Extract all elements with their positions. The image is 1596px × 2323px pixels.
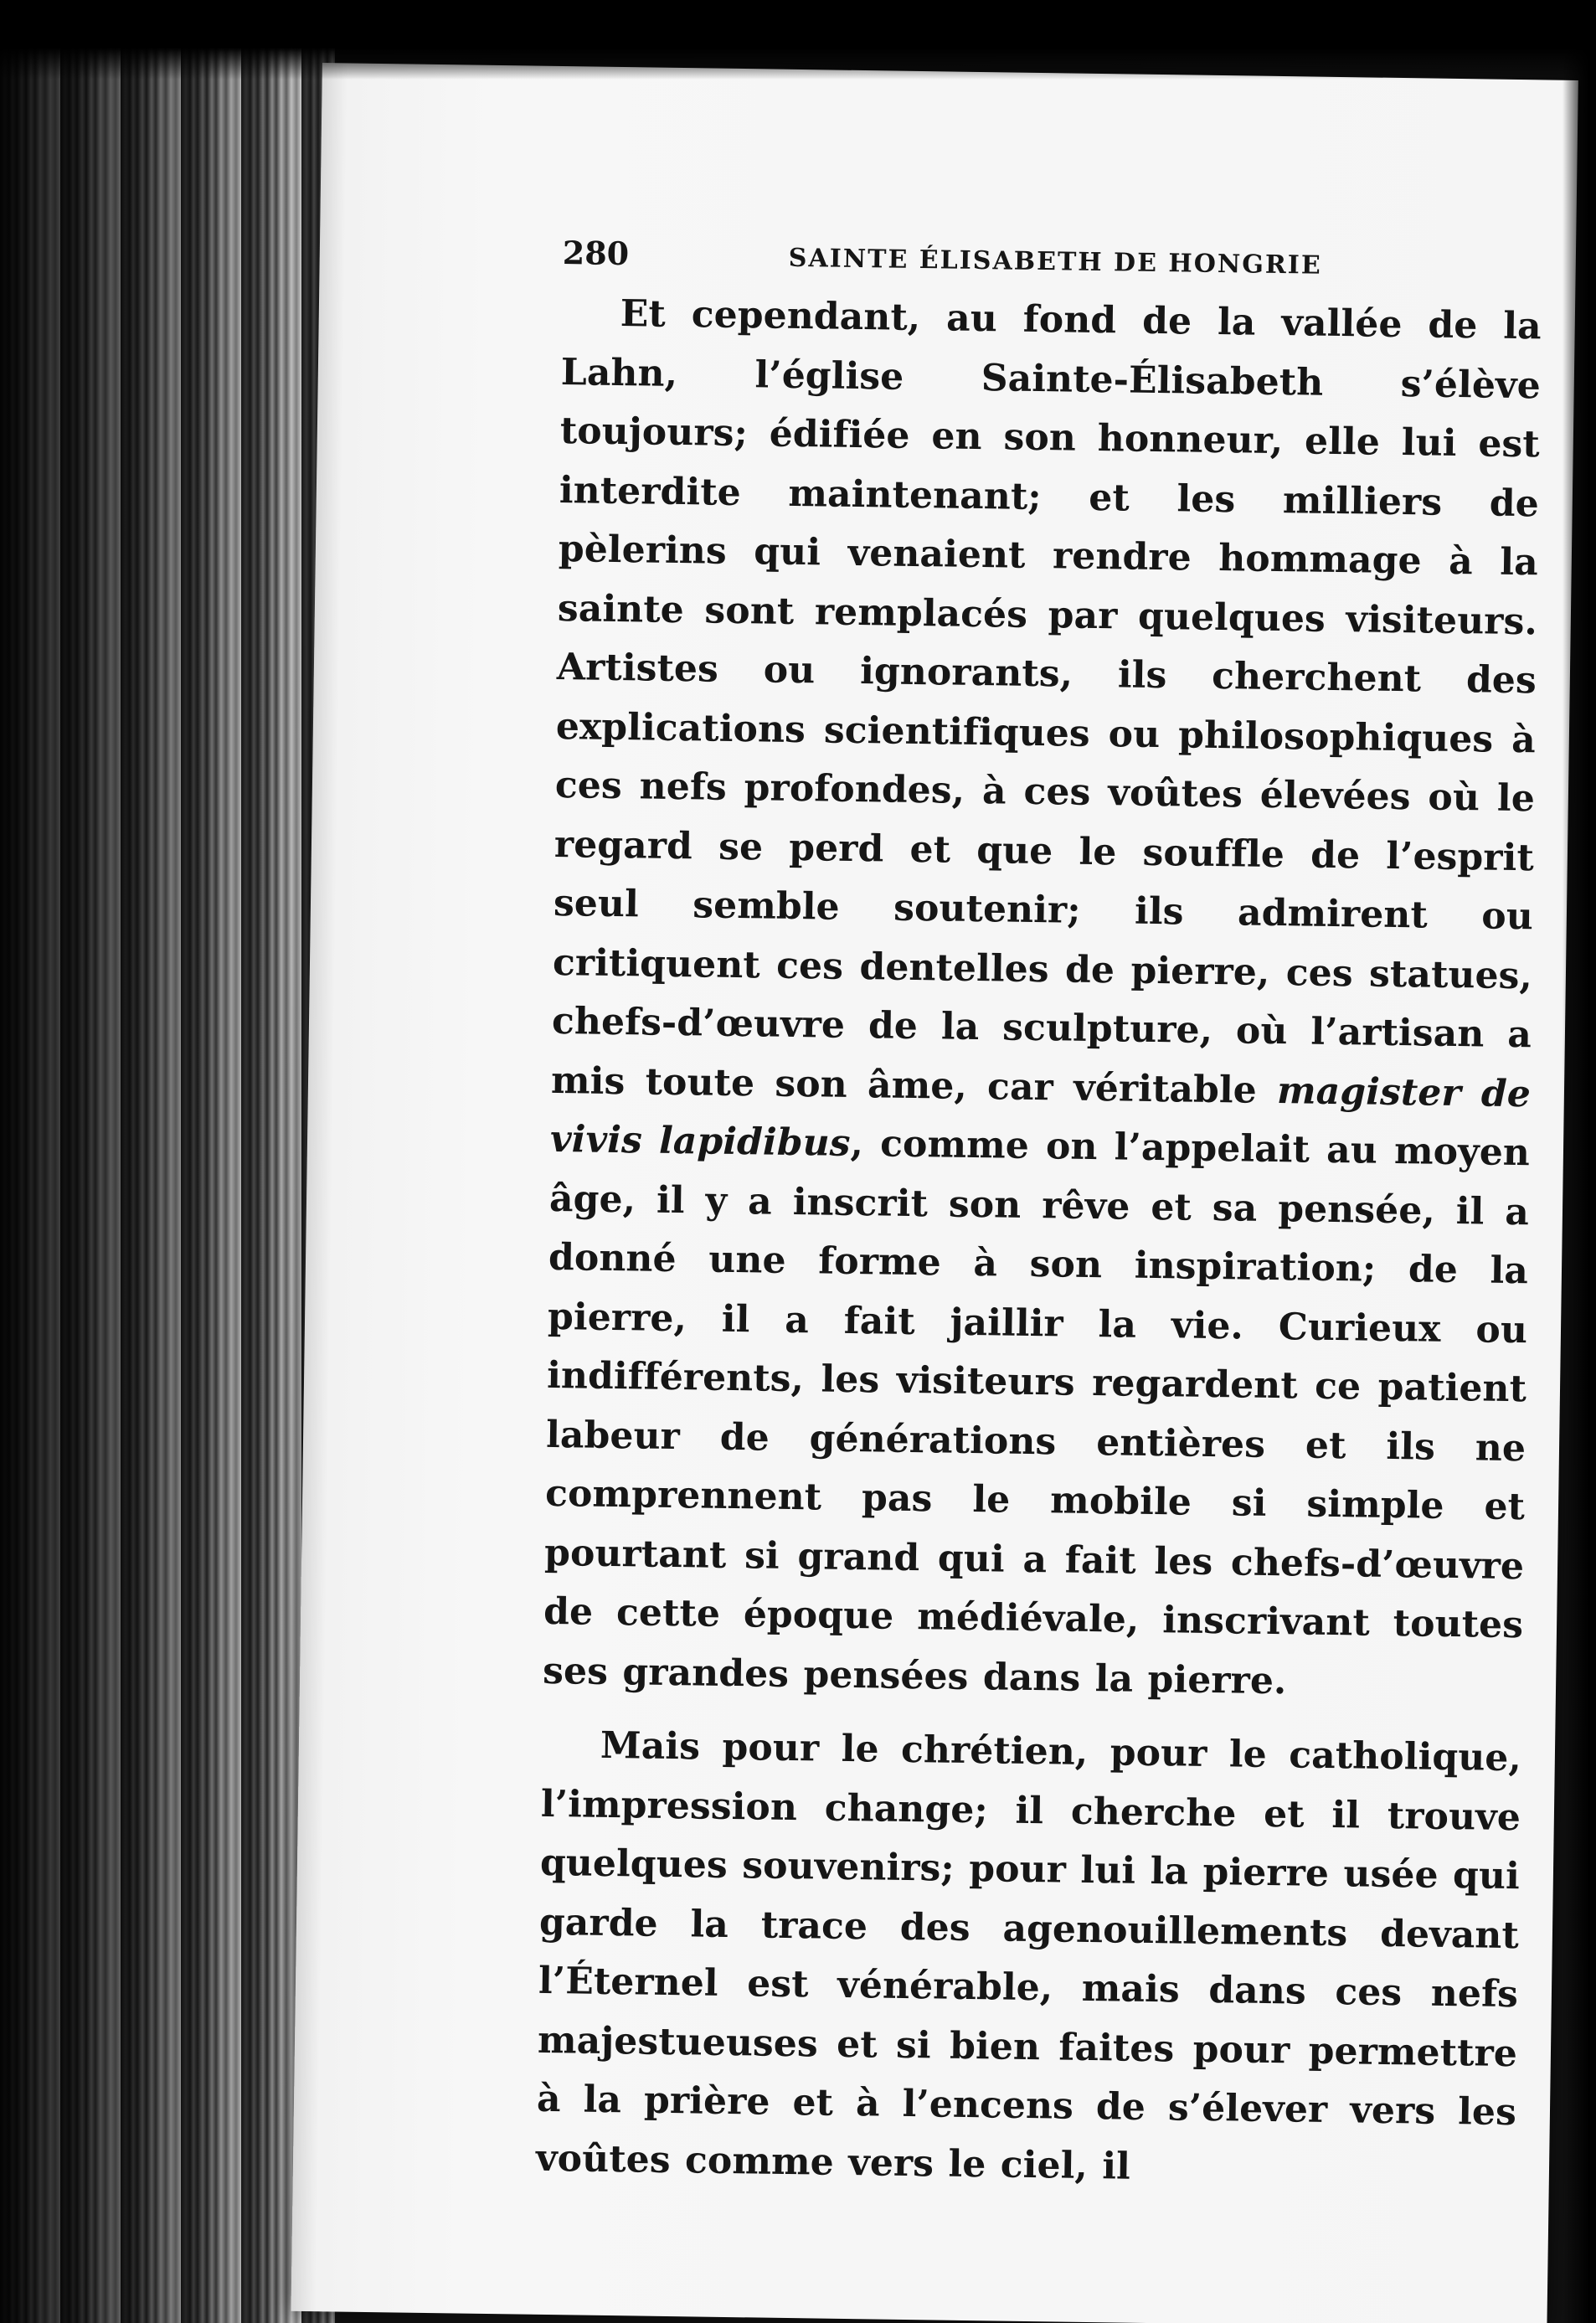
paragraph-1 — [543, 284, 1542, 1714]
paragraph-1-text-start: Et cependant, au fond de la vallée de la Lahn, l’église Sainte-Élisabeth s’élève toujours; édifiée en son honneur, elle lui est interdite maintenant; et les milliers de pèlerins qui venaient rendre hommage à la sainte sont remplacés par quelques visiteurs. Artistes ou ignorants, ils cherchent des explications scientifiques ou philosophiques à ces nefs profondes, à ces voûtes élevées où le regard se perd et que le souffle de l’esprit seul semble soutenir; ils admirent ou critiquent ces dentelles de pierre, ces statues, chefs-d’œuvre de la sculpture, où l’artisan a mis toute son âme, car véritable — [550, 292, 1542, 1112]
running-title: SAINTE ÉLISABETH DE HONGRIE — [788, 243, 1322, 281]
paragraph-1-text-end: , comme on l’appelait au moyen âge, il y a inscrit son rêve et sa pensée, il a donné une forme à son inspiration; de la pierre, il a fait jaillir la vie. Curieux ou indifférents, les visiteurs regardent ce patient labeur de générations entières et ils ne comprennent pas le mobile si simple et pourtant si grand qui a fait les chefs-d’œuvre de cette époque médiévale, inscrivant toutes ses grandes pensées dans la pierre. — [542, 1121, 1531, 1702]
right-scan-shadow — [1563, 0, 1596, 2323]
page-number: 280 — [562, 234, 630, 273]
latin-phrase: magister de vivis lapidibus — [549, 1069, 1532, 1165]
page-content — [536, 234, 1542, 2202]
top-scan-shadow — [0, 0, 1596, 80]
book-page-edges — [0, 0, 335, 2323]
paragraph-2: Mais pour le chrétien, pour le catholique, l’impression change; il cherche et il trouve quelques souvenirs; pour lui la pierre usée qui garde la trace des agenouillements devant l’Éternel est vénérable, mais dans ces nefs majestueuses et si bien faites pour permettre à la prière et à l’encens de s’élever vers les voûtes comme vers le ciel, il — [535, 1723, 1522, 2188]
page-sheet — [291, 63, 1578, 2323]
